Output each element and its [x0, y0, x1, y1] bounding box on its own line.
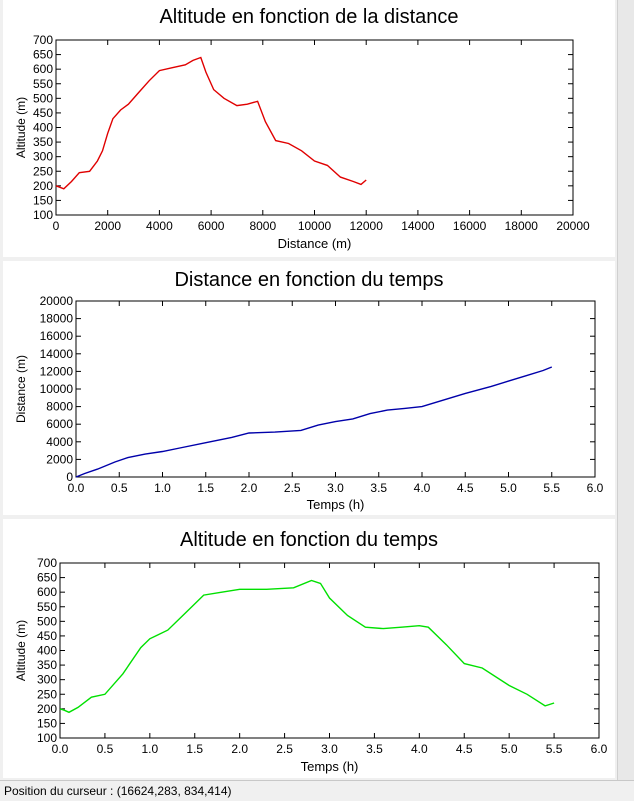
- x-axis-label: Distance (m): [277, 236, 352, 251]
- chart-altitude-time[interactable]: [3, 519, 615, 778]
- chart-altitude-distance[interactable]: [3, 0, 615, 257]
- chart-panel-altitude-time: [3, 519, 615, 778]
- x-tick-label: 1.0: [141, 742, 159, 756]
- x-tick-label: 6000: [197, 219, 225, 233]
- y-axis-label: Altitude (m): [14, 619, 28, 682]
- y-tick-label: 14000: [39, 346, 73, 361]
- x-tick-label: 4.5: [455, 742, 473, 756]
- y-tick-label: 150: [32, 193, 53, 208]
- x-tick-label: 3.0: [321, 742, 338, 756]
- y-tick-label: 200: [32, 178, 53, 193]
- plot-area: [56, 40, 573, 215]
- y-tick-label: 18000: [39, 311, 73, 326]
- y-tick-label: 600: [36, 585, 57, 600]
- x-tick-label: 18000: [504, 219, 538, 233]
- y-tick-label: 250: [36, 687, 57, 702]
- y-tick-label: 200: [36, 701, 57, 716]
- y-tick-label: 650: [32, 47, 53, 62]
- x-tick-label: 20000: [556, 219, 590, 233]
- x-tick-label: 5.5: [543, 481, 561, 495]
- y-tick-label: 6000: [46, 417, 73, 432]
- y-tick-label: 450: [32, 105, 53, 120]
- y-tick-label: 8000: [46, 399, 73, 414]
- chart-panel-altitude-distance: [3, 0, 615, 257]
- plot-area: [60, 563, 599, 738]
- y-tick-label: 12000: [39, 364, 73, 379]
- x-tick-label: 5.5: [545, 742, 563, 756]
- y-tick-label: 10000: [39, 382, 73, 396]
- chart-title: Altitude en fonction du temps: [180, 529, 438, 551]
- x-tick-label: 0.0: [51, 742, 69, 756]
- y-tick-label: 4000: [46, 434, 73, 449]
- x-axis-label: Temps (h): [306, 497, 365, 512]
- y-tick-label: 450: [36, 628, 57, 643]
- y-tick-label: 400: [36, 643, 57, 658]
- x-tick-label: 2.5: [283, 481, 301, 495]
- y-tick-label: 550: [32, 76, 53, 91]
- chart-distance-time[interactable]: [3, 261, 615, 515]
- y-tick-label: 16000: [39, 329, 73, 344]
- y-tick-label: 100: [36, 731, 57, 745]
- y-tick-label: 350: [32, 135, 53, 150]
- x-tick-label: 12000: [349, 219, 383, 233]
- x-tick-label: 16000: [452, 219, 487, 233]
- y-tick-label: 650: [36, 570, 57, 585]
- x-tick-label: 14000: [401, 219, 435, 233]
- y-tick-label: 20000: [39, 294, 73, 308]
- x-tick-label: 4.0: [410, 742, 428, 756]
- x-tick-label: 5.0: [500, 742, 518, 756]
- x-tick-label: 8000: [249, 219, 277, 233]
- y-tick-label: 0: [66, 470, 73, 484]
- y-tick-label: 500: [32, 91, 53, 106]
- x-tick-label: 1.5: [197, 481, 215, 495]
- x-tick-label: 0.5: [96, 742, 114, 756]
- x-axis-label: Temps (h): [300, 759, 359, 774]
- x-tick-label: 6.0: [590, 742, 608, 756]
- y-tick-label: 150: [36, 716, 57, 731]
- x-tick-label: 0: [52, 219, 60, 233]
- x-tick-label: 4.5: [456, 481, 474, 495]
- y-tick-label: 300: [36, 672, 57, 687]
- vertical-scrollbar[interactable]: [617, 0, 634, 780]
- y-tick-label: 100: [32, 208, 53, 222]
- x-tick-label: 1.0: [154, 481, 171, 495]
- y-tick-label: 500: [36, 614, 57, 629]
- y-tick-label: 700: [36, 556, 57, 570]
- chart-title: Altitude en fonction de la distance: [159, 6, 459, 28]
- x-tick-label: 0.0: [67, 481, 85, 495]
- x-tick-label: 6.0: [586, 481, 604, 495]
- x-tick-label: 2.0: [240, 481, 258, 495]
- y-tick-label: 600: [32, 62, 53, 77]
- cursor-position-text: Position du curseur : (16624,283, 834,414): [4, 784, 232, 798]
- x-tick-label: 2.5: [276, 742, 293, 756]
- x-tick-label: 4.0: [413, 481, 431, 495]
- y-axis-label: Distance (m): [14, 354, 28, 424]
- x-tick-label: 2.0: [231, 742, 249, 756]
- y-tick-label: 250: [32, 164, 53, 179]
- y-tick-label: 700: [32, 33, 53, 47]
- y-tick-label: 300: [32, 149, 53, 164]
- plot-area: [76, 301, 595, 477]
- x-tick-label: 1.5: [186, 742, 204, 756]
- chart-panel-distance-time: [3, 261, 615, 515]
- status-bar: [0, 780, 634, 800]
- y-tick-label: 550: [36, 599, 57, 614]
- y-tick-label: 350: [36, 658, 57, 673]
- x-tick-label: 3.0: [327, 481, 344, 495]
- chart-title: Distance en fonction du temps: [174, 269, 444, 291]
- x-tick-label: 4000: [146, 219, 173, 233]
- x-tick-label: 3.5: [370, 481, 388, 495]
- x-tick-label: 2000: [94, 219, 122, 233]
- y-tick-label: 400: [32, 120, 53, 135]
- x-tick-label: 0.5: [110, 481, 128, 495]
- y-axis-label: Altitude (m): [14, 96, 28, 159]
- x-tick-label: 10000: [297, 219, 332, 233]
- x-tick-label: 3.5: [366, 742, 383, 756]
- y-tick-label: 2000: [46, 452, 73, 467]
- x-tick-label: 5.0: [500, 481, 517, 495]
